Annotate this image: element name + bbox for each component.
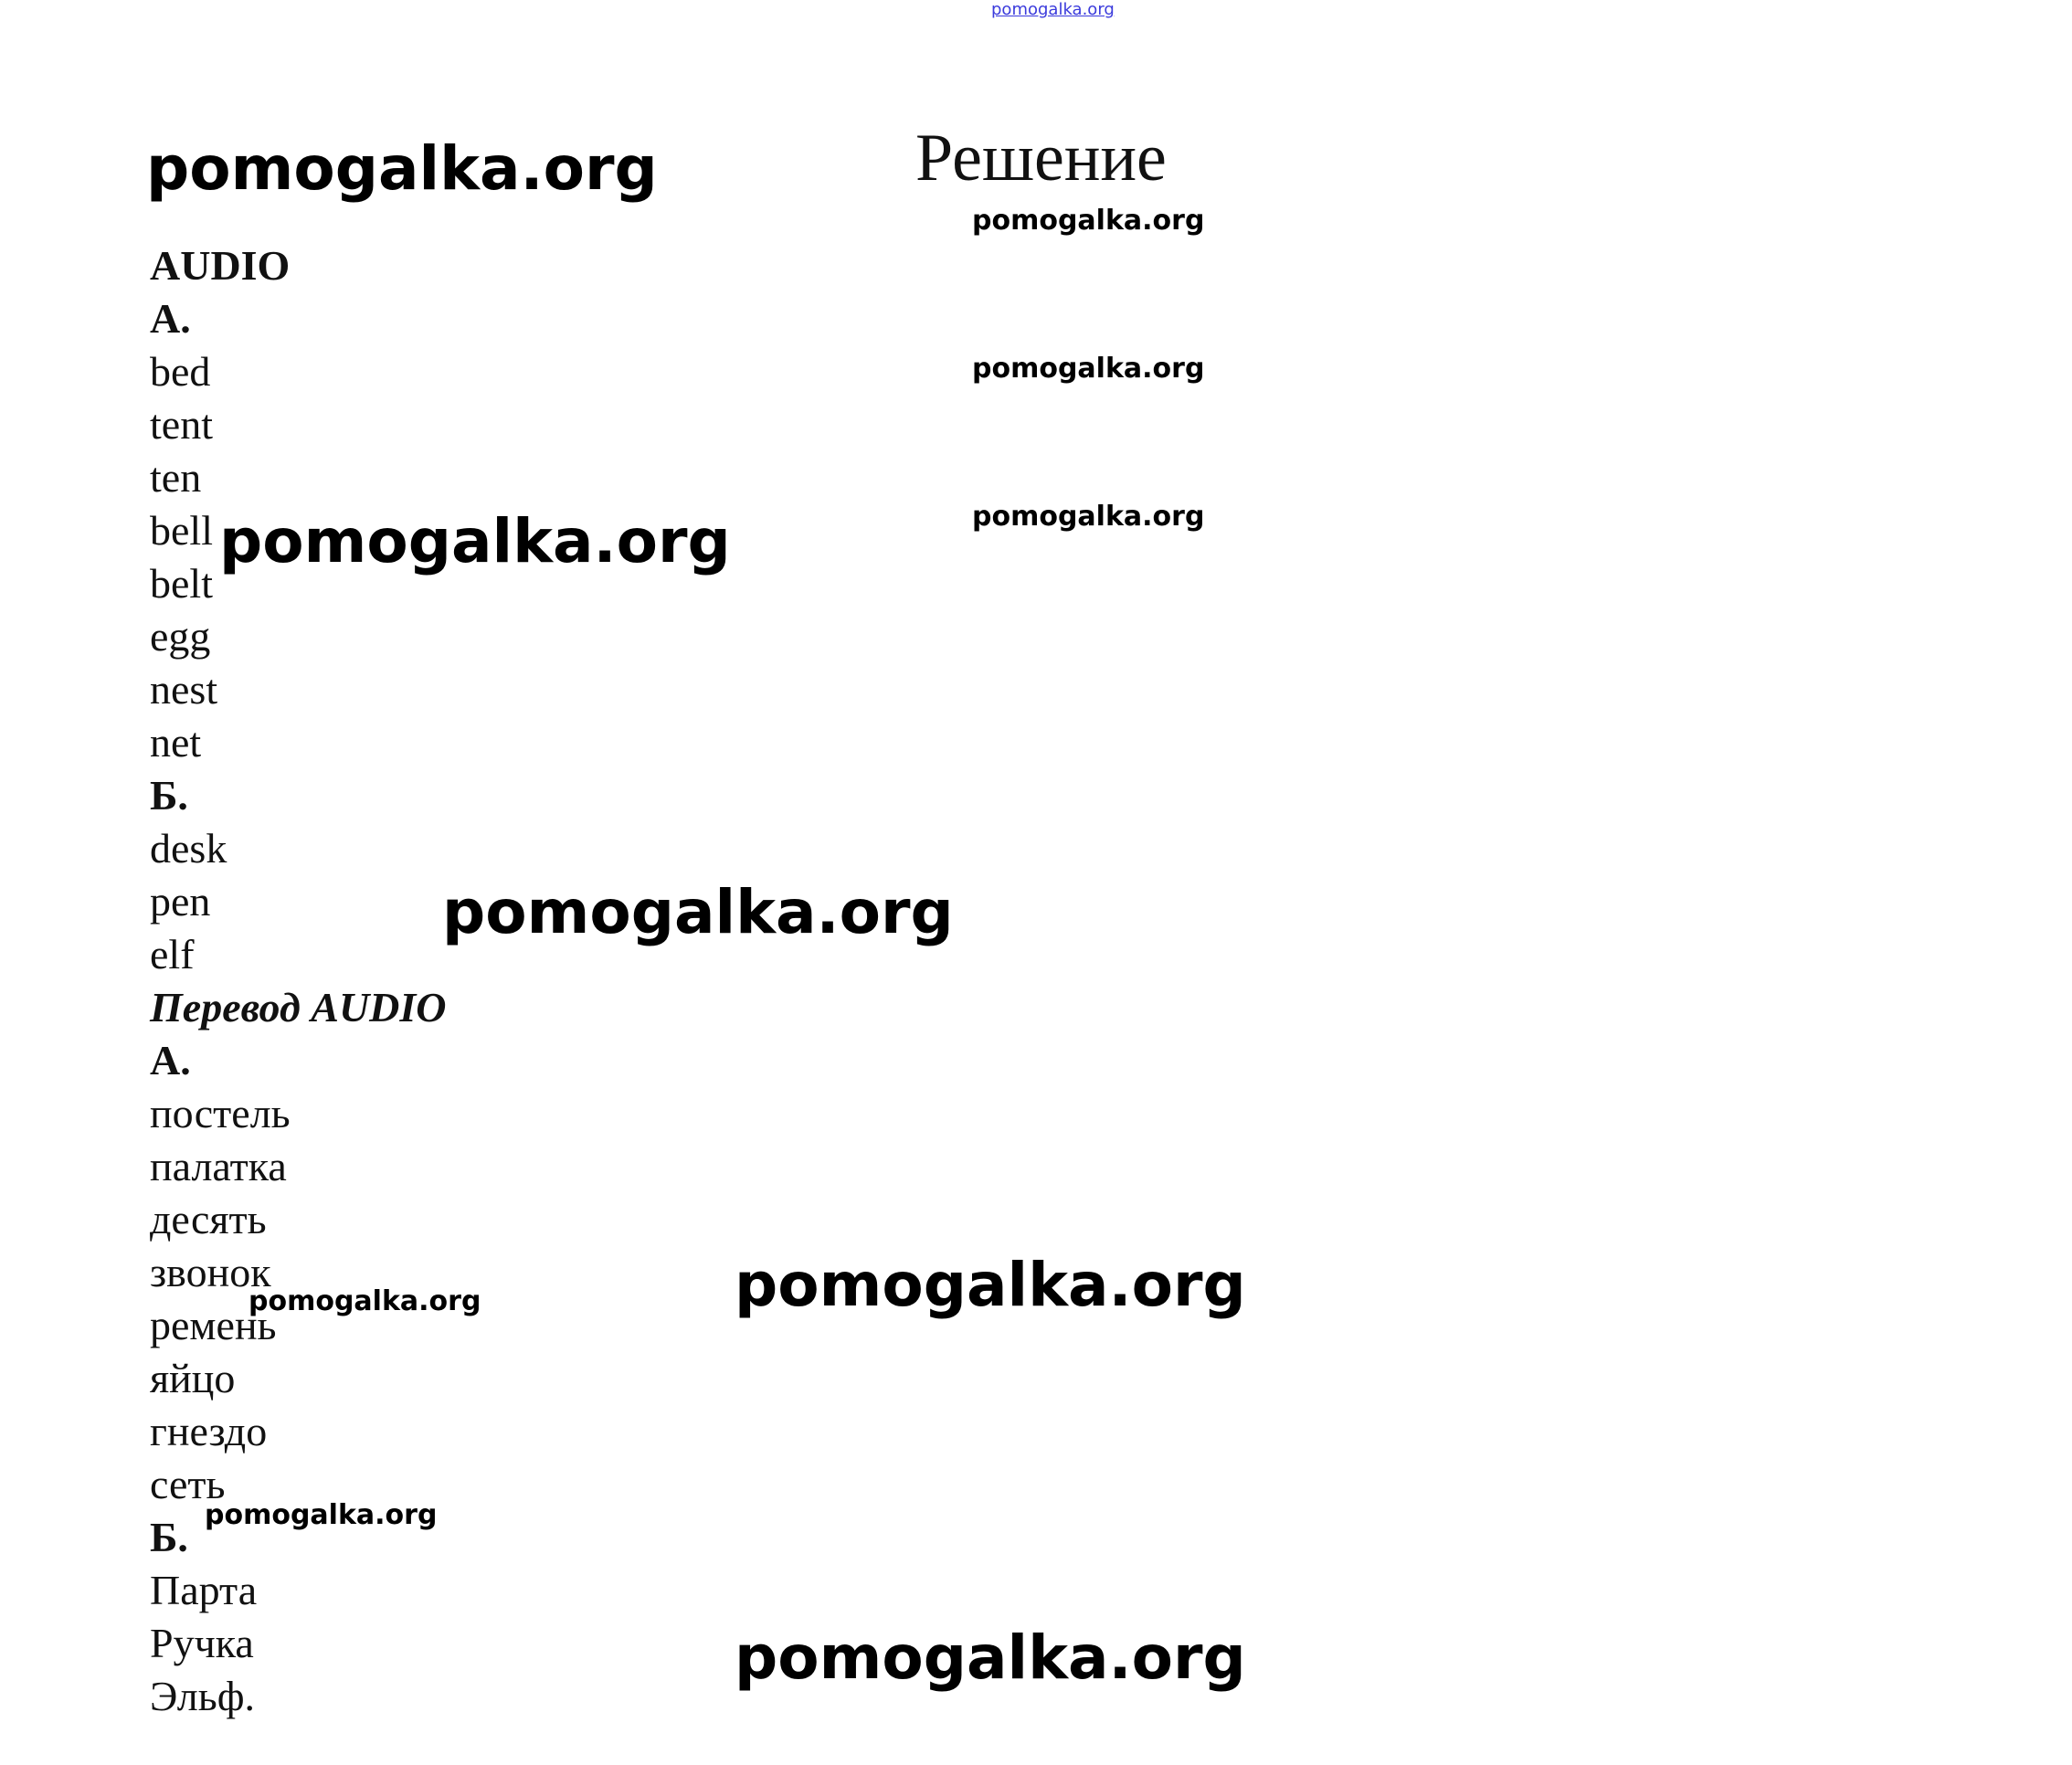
watermark-small: pomogalka.org [248, 1285, 481, 1317]
translation-word: Эльф. [150, 1673, 255, 1719]
watermark-large: pomogalka.org [146, 133, 658, 204]
watermark-small: pomogalka.org [972, 353, 1205, 385]
watermark-large: pomogalka.org [442, 877, 954, 947]
translation-word: ремень [150, 1302, 277, 1348]
translation-word: постель [150, 1090, 291, 1136]
translation-section-a-label: A. [150, 1037, 191, 1083]
translation-word: десять [150, 1196, 267, 1242]
translation-word: палатка [150, 1143, 287, 1189]
audio-heading: AUDIO [150, 242, 291, 289]
audio-word: tent [150, 401, 213, 448]
translation-word: Ручка [150, 1620, 254, 1666]
translation-word: звонок [150, 1249, 271, 1295]
translation-word: сеть [150, 1461, 226, 1507]
translation-word: Парта [150, 1567, 258, 1613]
watermark-small: pomogalka.org [972, 205, 1205, 237]
audio-section-b-label: Б. [150, 772, 188, 819]
top-watermark-link[interactable]: pomogalka.org [991, 0, 1115, 19]
audio-word: belt [150, 560, 213, 607]
watermark-large: pomogalka.org [219, 506, 731, 576]
audio-word: nest [150, 666, 218, 713]
translation-word: яйцо [150, 1355, 236, 1401]
watermark-small: pomogalka.org [972, 501, 1205, 533]
translation-word: гнездо [150, 1408, 268, 1454]
audio-word: elf [150, 931, 195, 978]
audio-word: net [150, 719, 202, 766]
audio-word: bed [150, 348, 211, 395]
translation-section-b-label: Б. [150, 1514, 188, 1560]
page-title: Решение [915, 121, 1167, 196]
audio-word: ten [150, 454, 202, 501]
audio-section-a-label: A. [150, 295, 191, 342]
audio-word: egg [150, 613, 211, 660]
audio-word: bell [150, 507, 213, 554]
watermark-large: pomogalka.org [735, 1622, 1246, 1693]
audio-word: desk [150, 825, 227, 872]
watermark-large: pomogalka.org [735, 1250, 1246, 1320]
translation-heading: Перевод AUDIO [150, 984, 447, 1030]
audio-word: pen [150, 878, 211, 925]
watermark-small: pomogalka.org [205, 1499, 438, 1531]
